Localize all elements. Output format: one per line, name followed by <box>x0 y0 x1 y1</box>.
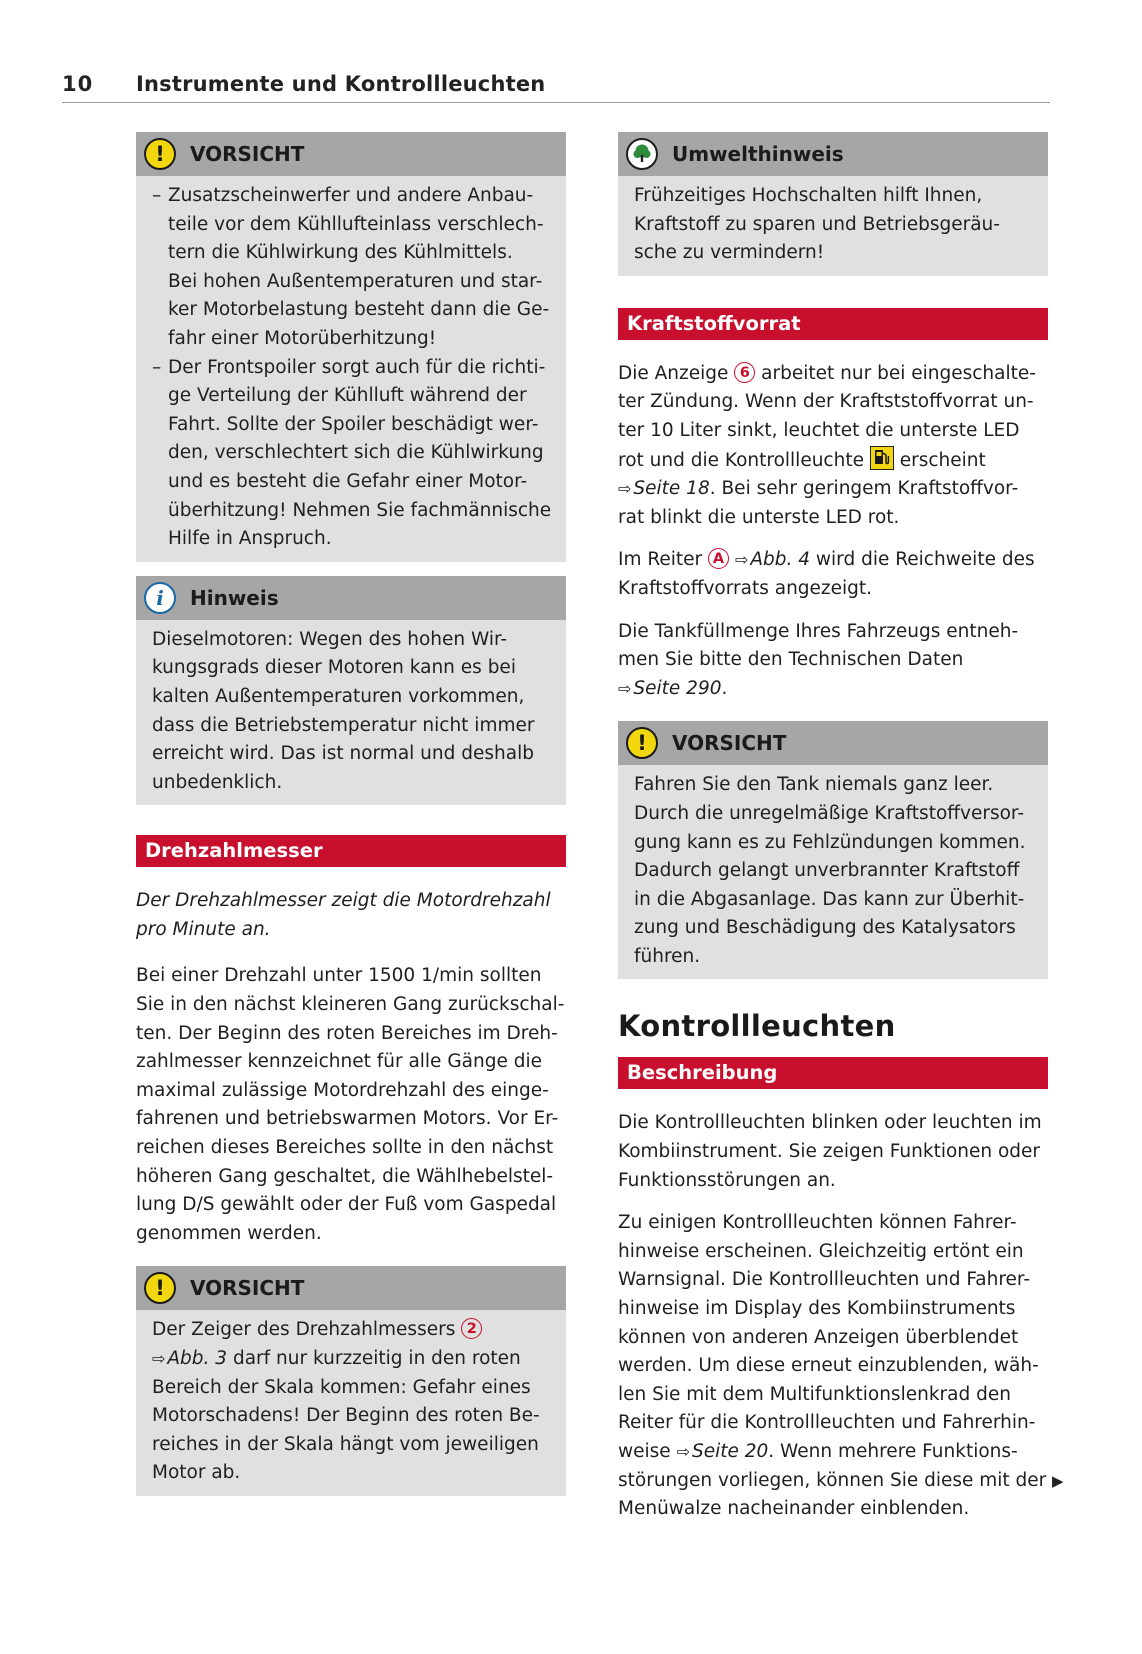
caution-title: VORSICHT <box>190 142 305 166</box>
text-line: zahlmesser kennzeichnet für alle Gänge die <box>136 1051 542 1073</box>
text-span: Die Anzeige <box>618 362 729 384</box>
caution-body <box>136 1310 566 1496</box>
tree-icon <box>626 138 658 170</box>
arrow-right-icon: ⇨ <box>676 1442 690 1461</box>
text-span: rot und die Kontrollleuchte <box>618 449 864 471</box>
fuel-paragraph-1 <box>618 360 1048 533</box>
text-line: Funktionsstörungen an. <box>618 1169 836 1191</box>
text-line: in die Abgasanlage. Das kann zur Überhit- <box>634 888 1025 910</box>
section-heading-tachometer: Drehzahlmesser <box>136 835 566 867</box>
text-span: . Wenn mehrere Funktions- <box>768 1441 1018 1462</box>
text-line: reichen dieses Bereiches sollte in den nächst <box>136 1137 554 1159</box>
chapter-title: Instrumente und Kontrollleuchten <box>136 72 546 96</box>
caution-header <box>136 132 566 176</box>
text-line: Dadurch gelangt unverbrannter Kraftstoff <box>634 860 1020 882</box>
text-line: reiches in der Skala hängt vom jeweiligen <box>152 1433 539 1455</box>
text-line <box>618 360 1048 389</box>
text-line <box>618 675 1048 704</box>
warning-icon: ! <box>144 138 176 170</box>
right-column <box>618 132 1048 1538</box>
text-line <box>618 1438 1048 1467</box>
dash-mark: – <box>152 185 162 206</box>
text-line: rat blinkt die unterste LED rot. <box>618 506 900 528</box>
text-line: können von anderen Anzeigen überblendet <box>618 1326 1019 1348</box>
text-line: sche zu vermindern! <box>634 242 825 264</box>
page-number: 10 <box>62 72 94 96</box>
arrow-right-icon: ⇨ <box>618 678 632 698</box>
text-line: Menüwalze nacheinander einblenden. <box>618 1498 970 1520</box>
text-line: unbedenklich. <box>152 771 283 793</box>
note-header <box>136 576 566 620</box>
text-line: lung D/S gewählt oder der Fuß vom Gaspedal <box>136 1194 557 1216</box>
reference-label: Seite 20 <box>691 1441 769 1462</box>
text-line: ter Zündung. Wenn der Kraftststoffvorrat un- <box>618 391 1034 413</box>
text-line <box>152 1316 552 1345</box>
text-line: Motor ab. <box>152 1462 241 1484</box>
description-paragraph-1 <box>618 1109 1048 1195</box>
section-title: Kontrollleuchten <box>618 1009 896 1044</box>
text-line: Der Frontspoiler sorgt auch für die richti- <box>168 356 546 378</box>
text-line: Zusatzscheinwerfer und andere Anbau- <box>168 185 534 206</box>
text-line: Sie in den nächst kleineren Gang zurückschal- <box>136 994 565 1016</box>
text-line: tern die Kühlwirkung des Kühlmittels. <box>168 242 513 264</box>
text-line: werden. Um diese erneut einzublenden, wäh- <box>618 1355 1039 1377</box>
callout-marker: A <box>708 548 729 569</box>
note-title: Hinweis <box>190 585 279 610</box>
caution-item <box>152 182 552 354</box>
arrow-right-icon: ⇨ <box>734 550 749 570</box>
text-line: ter 10 Liter sinkt, leuchtet die unterste LED <box>618 419 1020 441</box>
text-line: Motorschadens! Der Beginn des roten Be- <box>152 1405 540 1427</box>
note-body <box>136 620 566 806</box>
text-span: Der Zeiger des Drehzahlmessers <box>152 1319 456 1341</box>
environment-body <box>618 176 1048 276</box>
text-line: Der Drehzahlmesser zeigt die Motordrehzahl <box>136 890 551 912</box>
text-line: fahrenen und betriebswarmen Motors. Vor Er- <box>136 1108 559 1130</box>
text-line: ker Motorbelastung besteht dann die Ge- <box>168 299 550 321</box>
text-span: darf nur kurzzeitig in den roten <box>227 1348 521 1369</box>
caution-title: VORSICHT <box>672 731 787 756</box>
text-line: fahr einer Motorüberhitzung! <box>168 327 437 349</box>
text-line: ten. Der Beginn des roten Bereiches im Dreh- <box>136 1022 558 1044</box>
environment-title: Umwelthinweis <box>672 142 844 166</box>
caution-item <box>152 354 552 554</box>
callout-marker: 6 <box>734 362 755 383</box>
text-span: . Bei sehr geringem Kraftstoffvor- <box>709 478 1019 500</box>
tachometer-body <box>136 962 566 1248</box>
text-span: Im Reiter <box>618 549 703 571</box>
text-line: Bei einer Drehzahl unter 1500 1/min sollten <box>136 965 542 987</box>
text-line: men Sie bitte den Technischen Daten <box>618 649 964 671</box>
fuel-pump-icon <box>870 446 894 470</box>
text-line: len Sie mit dem Multifunktionslenkrad den <box>618 1383 1011 1405</box>
arrow-right-icon: ⇨ <box>618 479 632 499</box>
text-line: genommen werden. <box>136 1222 322 1244</box>
tachometer-intro <box>136 887 566 944</box>
text-line: Bereich der Skala kommen: Gefahr eines <box>152 1376 531 1398</box>
reference-label: Abb. 4 <box>750 549 811 571</box>
text-line: erreicht wird. Das ist normal und deshalb <box>152 743 534 765</box>
callout-marker: 2 <box>461 1318 482 1339</box>
text-line: führen. <box>634 945 701 967</box>
text-line: Dieselmotoren: Wegen des hohen Wir- <box>152 628 508 650</box>
text-span: weise <box>618 1441 677 1462</box>
environment-note-box <box>618 132 1048 276</box>
text-line: Zu einigen Kontrollleuchten können Fahrer- <box>618 1212 1017 1234</box>
caution-body <box>136 176 566 562</box>
text-line: störungen vorliegen, können Sie diese mit der <box>618 1469 1047 1491</box>
text-line: Kraftstoff zu sparen und Betriebsgeräu- <box>634 213 1000 235</box>
text-line: dass die Betriebstemperatur nicht immer <box>152 714 535 736</box>
caution-box-tachometer <box>136 1266 566 1496</box>
text-span: wird die Reichweite des <box>810 549 1035 571</box>
figure-reference-link[interactable] <box>152 1348 227 1369</box>
text-line: Die Tankfüllmenge Ihres Fahrzeugs entneh- <box>618 620 1019 642</box>
text-line: Fahren Sie den Tank niemals ganz leer. <box>634 774 994 796</box>
left-column <box>136 132 566 1510</box>
text-line <box>618 546 1048 575</box>
section-heading-fuel: Kraftstoffvorrat <box>618 308 1048 340</box>
text-line: Die Kontrollleuchten blinken oder leuchten im <box>618 1112 1042 1134</box>
text-line: pro Minute an. <box>136 918 271 940</box>
caution-title: VORSICHT <box>190 1276 305 1301</box>
note-box-diesel <box>136 576 566 806</box>
text-span: arbeitet nur bei eingeschalte- <box>755 362 1036 384</box>
description-paragraph-2 <box>618 1209 1048 1524</box>
text-line: zung und Beschädigung des Katalysators <box>634 917 1016 939</box>
text-line: kalten Außentemperaturen vorkommen, <box>152 685 525 707</box>
caution-body <box>618 765 1048 979</box>
info-icon: i <box>144 582 176 614</box>
fuel-paragraph-3 <box>618 618 1048 704</box>
text-line: den, verschlechtert sich die Kühlwirkung <box>168 442 544 464</box>
text-line: Durch die unregelmäßige Kraftstoffversor- <box>634 802 1025 824</box>
text-line: Kraftstoffvorrats angezeigt. <box>618 577 873 599</box>
text-span: . <box>721 677 728 699</box>
text-line: Hilfe in Anspruch. <box>168 528 332 550</box>
text-line: Kombiinstrument. Sie zeigen Funktionen oder <box>618 1141 1041 1163</box>
page-reference-link[interactable] <box>677 1441 769 1462</box>
caution-header <box>618 721 1048 765</box>
section-heading-description: Beschreibung <box>618 1057 1048 1089</box>
text-line: ge Verteilung der Kühlluft während der <box>168 385 527 407</box>
text-line <box>152 1345 552 1374</box>
fuel-paragraph-2 <box>618 546 1048 603</box>
text-line: gung kann es zu Fehlzündungen kommen. <box>634 831 1026 853</box>
text-line: höheren Gang geschaltet, die Wählhebelstel- <box>136 1165 554 1187</box>
warning-icon: ! <box>144 1272 176 1304</box>
caution-box-cooling <box>136 132 566 562</box>
text-line <box>618 446 1048 476</box>
text-line: Fahrt. Sollte der Spoiler beschädigt wer- <box>168 413 539 435</box>
reference-label: Seite 18 <box>633 478 710 500</box>
warning-icon: ! <box>626 727 658 759</box>
page-reference-link[interactable] <box>618 478 710 499</box>
environment-header <box>618 132 1048 176</box>
text-line: Bei hohen Außentemperaturen und star- <box>168 270 543 292</box>
page-header <box>62 68 1050 103</box>
dash-mark: – <box>152 356 162 378</box>
figure-reference-link[interactable] <box>735 549 810 570</box>
reference-label: Abb. 3 <box>167 1348 228 1369</box>
text-line: maximal zulässige Motordrehzahl des einge- <box>136 1079 549 1101</box>
text-line: Reiter für die Kontrollleuchten und Fahrerhin- <box>618 1412 1036 1434</box>
reference-label: Seite 290 <box>633 677 722 699</box>
text-line: überhitzung! Nehmen Sie fachmännische <box>168 499 552 521</box>
text-line: und es besteht die Gefahr einer Motor- <box>168 470 528 492</box>
text-line <box>618 475 1048 504</box>
text-line: teile vor dem Kühllufteinlass verschlech- <box>168 213 544 235</box>
caution-box-fuel <box>618 721 1048 979</box>
caution-header <box>136 1266 566 1310</box>
text-line: hinweise erscheinen. Gleichzeitig ertönt ein <box>618 1240 1024 1262</box>
page-reference-link[interactable] <box>618 678 722 699</box>
continue-arrow-icon[interactable]: ▶ <box>1052 1472 1064 1490</box>
text-line: Frühzeitiges Hochschalten hilft Ihnen, <box>634 185 983 206</box>
text-span: erscheint <box>893 449 986 471</box>
text-line: Warnsignal. Die Kontrollleuchten und Fahrer- <box>618 1269 1031 1291</box>
arrow-right-icon: ⇨ <box>152 1349 166 1368</box>
text-line: hinweise im Display des Kombiinstruments <box>618 1298 1016 1320</box>
text-line: kungsgrads dieser Motoren kann es bei <box>152 657 516 679</box>
